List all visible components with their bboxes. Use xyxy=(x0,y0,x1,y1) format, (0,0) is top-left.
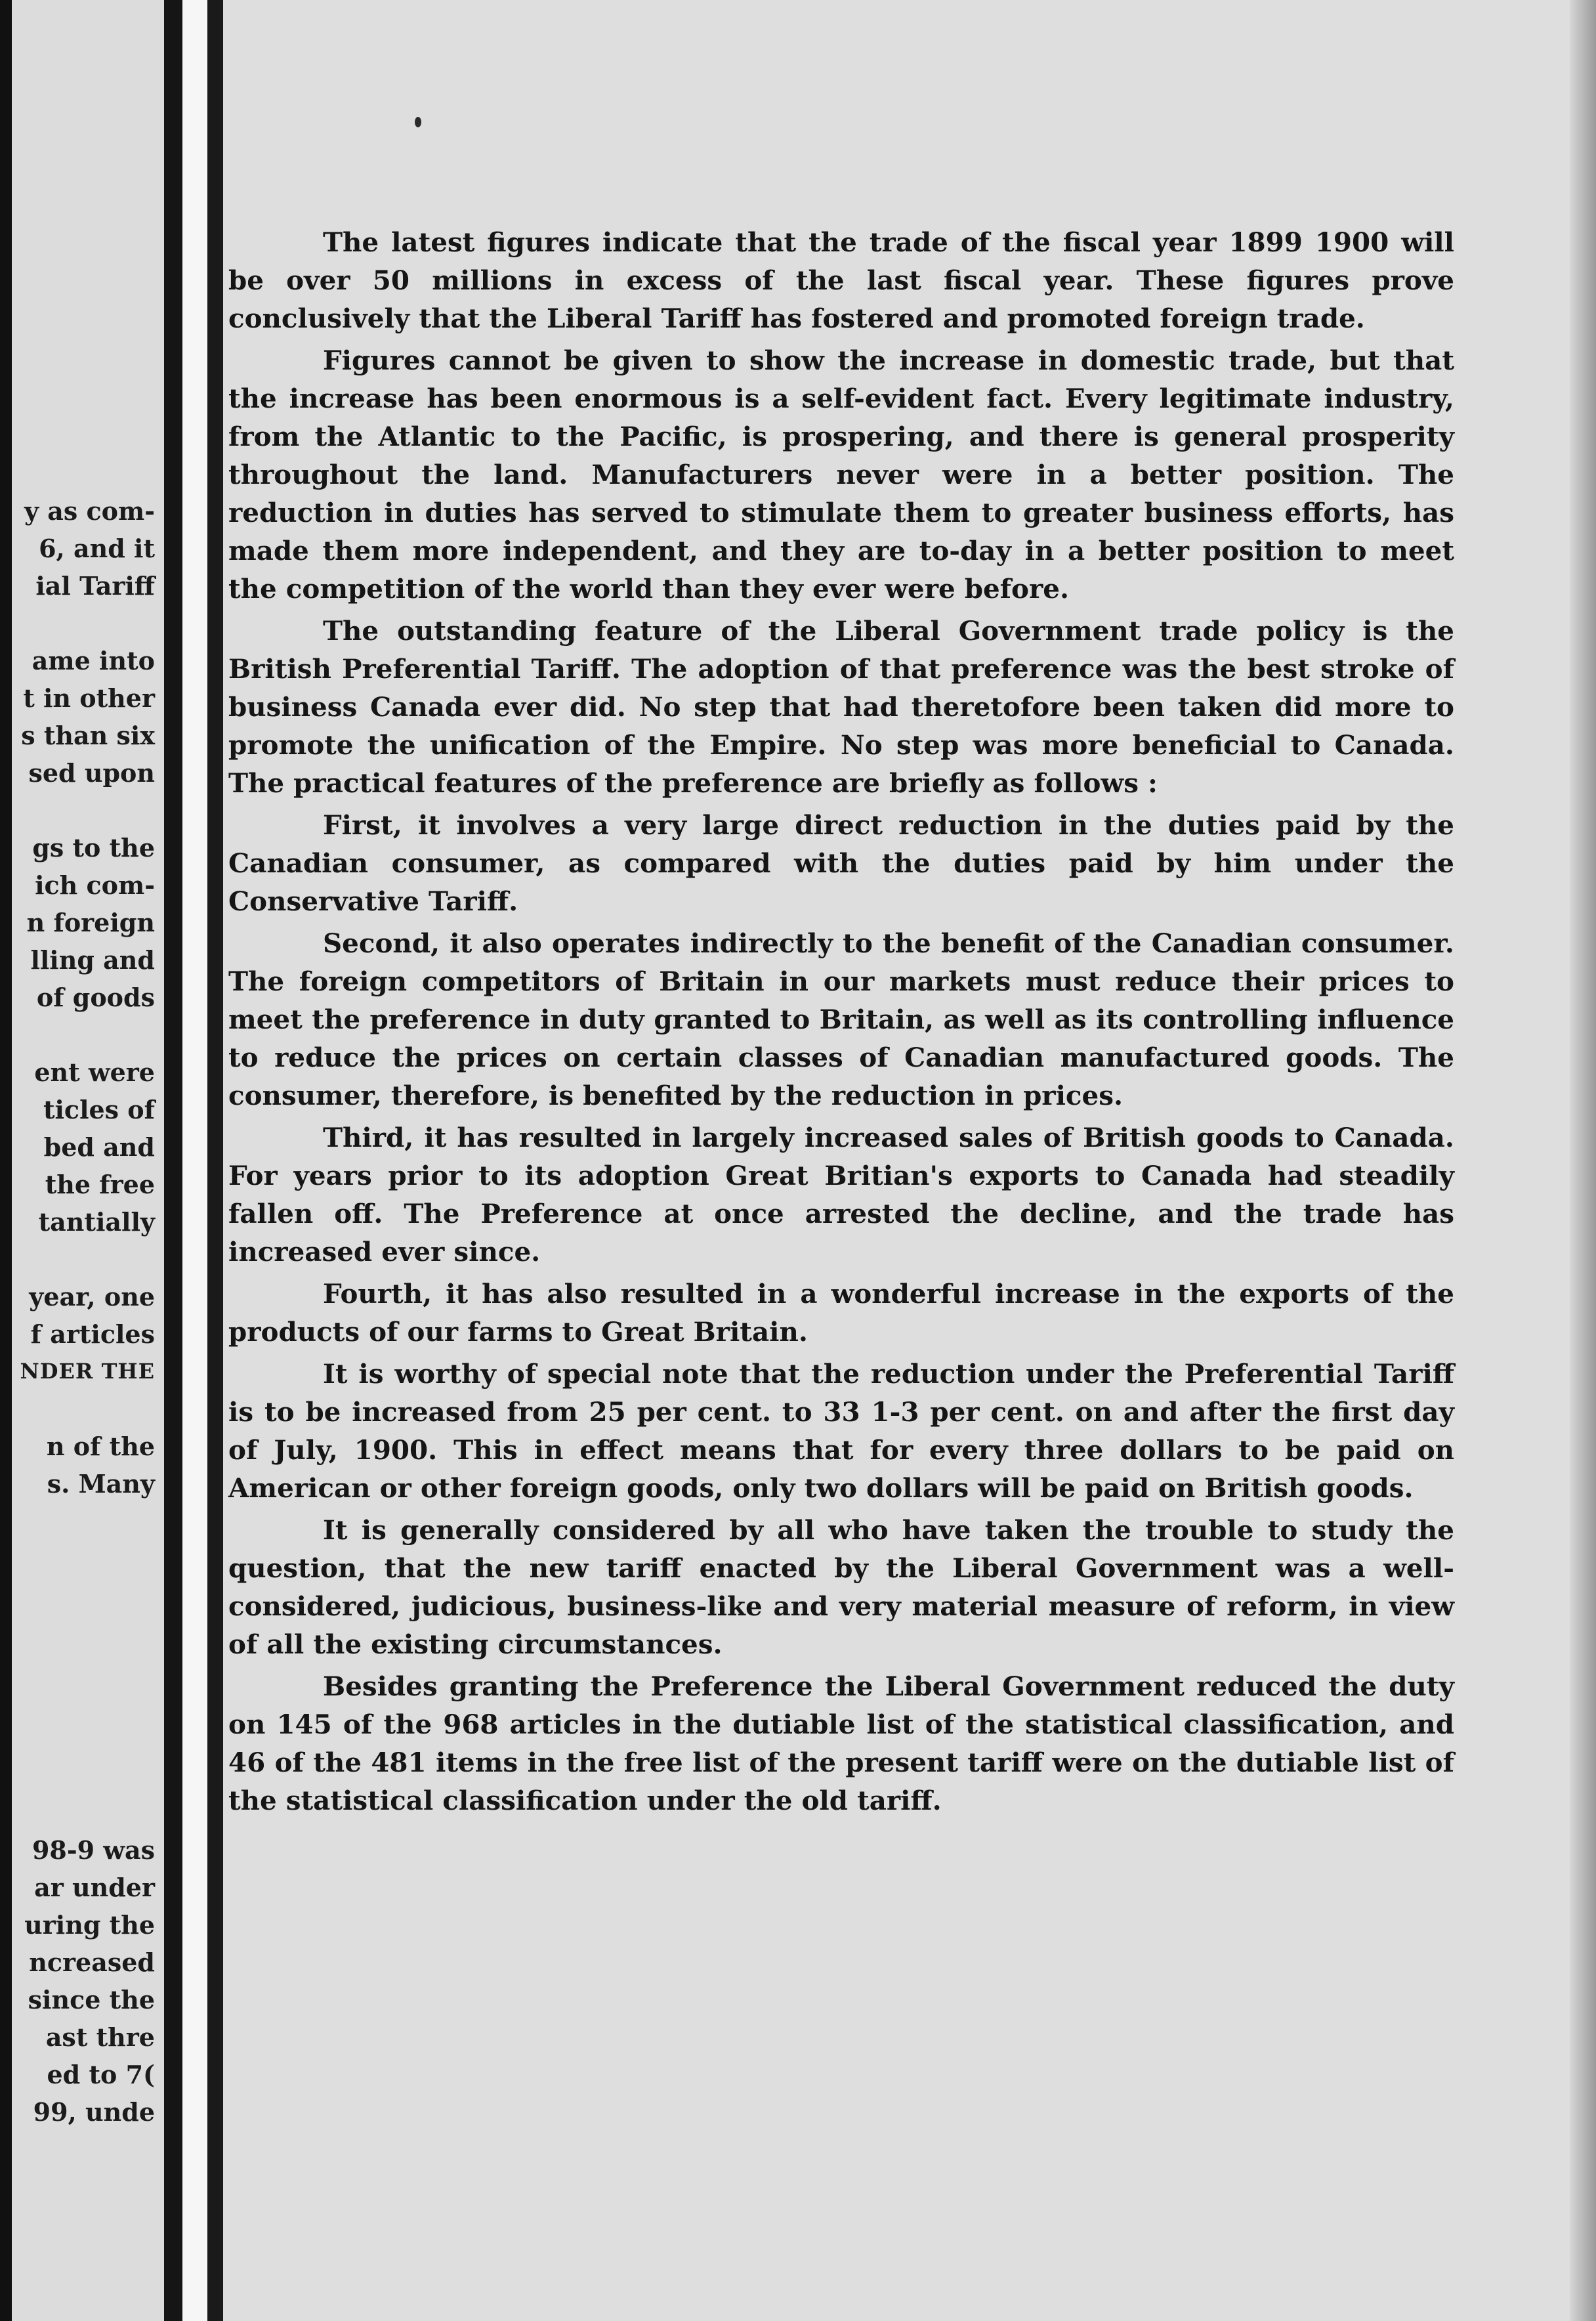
paragraph-british-preference: The outstanding feature of the Liberal Government trade policy is the British Preferential Tariff. The adoption of that preference was the best stroke of business Canada ever did. No step that had theretofore been taken did more to promote the unification of the Empire. No step was more beneficial to Canada. The practical features of the preference are briefly as follows : xyxy=(228,615,1454,799)
left-page-line: since the xyxy=(28,1985,155,2014)
left-page-line: t in other xyxy=(23,683,155,713)
left-page-line: of goods xyxy=(36,983,155,1012)
left-page-line: ast thre xyxy=(45,2022,155,2052)
left-page-line: y as com- xyxy=(24,496,155,526)
left-page-line: ed to 7( xyxy=(47,2060,155,2089)
left-page-line: s than six xyxy=(21,721,155,750)
page-gutter-shadow xyxy=(164,0,182,2321)
left-page-line-gap xyxy=(0,792,155,829)
left-page-line: sed upon xyxy=(28,758,155,788)
paragraph-fourth-feature: Fourth, it has also resulted in a wonderful increase in the exports of the products of our farms to Great Britain. xyxy=(228,1278,1454,1348)
left-page-line: uring the xyxy=(24,1910,155,1940)
article-text xyxy=(228,223,1454,1820)
page-right-shadow xyxy=(1570,0,1596,2321)
left-page-line-gap xyxy=(0,1241,155,1278)
paragraph-first-feature: First, it involves a very large direct reduction in the duties paid by the Canadian consumer, as compared with the duties paid by him under the Conservative Tariff. xyxy=(228,809,1454,917)
left-page-line: tantially xyxy=(38,1207,155,1237)
left-page-line: n of the xyxy=(46,1432,155,1461)
left-page-line: 98-9 was xyxy=(32,1835,155,1865)
paragraph-general-opinion: It is generally considered by all who have taken the trouble to study the question, that the new tariff enacted by the Liberal Government was a well-considered, judicious, business-like and very material measure of reform, in view of all the existing circumstances. xyxy=(228,1514,1454,1660)
left-page-line: n foreign xyxy=(26,908,155,937)
left-page-line: ncreased xyxy=(29,1948,155,1977)
left-page-line: lling and xyxy=(30,945,155,975)
left-page-fragment xyxy=(0,0,164,2321)
ink-speck xyxy=(415,117,421,127)
left-page-line: ent were xyxy=(34,1057,155,1087)
paragraph-domestic-trade: Figures cannot be given to show the increase in domestic trade, but that the increase has been enormous is a self-evident fact. Every legitimate industry, from the Atlantic to the Pacific, is prospering, and there is general prosperity throughout the land. Manufacturers never were in a better position. The reduction in duties has served to stimulate them to greater business efforts, has made them more independent, and they are to-day in a better position to meet the competition of the world than they ever were before. xyxy=(228,345,1454,605)
left-page-line: 99, unde xyxy=(33,2097,155,2127)
left-page-line-gap xyxy=(0,1390,155,1428)
page-gutter-edge xyxy=(207,0,223,2321)
left-page-line: the free xyxy=(45,1170,155,1199)
left-page-line: ich com- xyxy=(35,870,155,900)
left-page-line-gap xyxy=(0,1016,155,1054)
left-page-line: 6, and it xyxy=(39,534,155,563)
paragraph-preferential-increase: It is worthy of special note that the reduction under the Preferential Tariff is to be increased from 25 per cent. to 33 1-3 per cent. on and after the first day of July, 1900. This in effect means that for every three dollars to be paid on American or other foreign goods, only two dollars will be paid on British goods. xyxy=(228,1358,1454,1504)
left-page-line: ar under xyxy=(34,1873,155,1902)
left-page-line: ame into xyxy=(32,646,155,675)
main-page xyxy=(223,0,1596,2321)
left-page-lower-text xyxy=(0,1831,155,2131)
page-gutter-highlight xyxy=(182,0,207,2321)
left-page-line: ticles of xyxy=(43,1095,155,1124)
paragraph-duty-reductions: Besides granting the Preference the Liberal Government reduced the duty on 145 of the 968 articles in the dutiable list of the statistical classification, and 46 of the 481 items in the free list of the present tariff were on the dutiable list of the statistical classification under the old tariff. xyxy=(228,1671,1454,1816)
left-page-line: NDER THE xyxy=(20,1359,155,1384)
paragraph-trade-figures: The latest figures indicate that the trade of the fiscal year 1899 1900 will be over 50 millions in excess of the last fiscal year. These figures prove conclusively that the Liberal Tariff has fostered and promoted foreign trade. xyxy=(228,226,1454,334)
left-page-line-gap xyxy=(0,605,155,642)
left-page-line: s. Many xyxy=(47,1469,155,1499)
left-page-line: ial Tariff xyxy=(35,571,155,601)
left-page-line: bed and xyxy=(43,1132,155,1162)
left-page-line: gs to the xyxy=(32,833,155,862)
paragraph-second-feature: Second, it also operates indirectly to the benefit of the Canadian consumer. The foreign competitors of Britain in our markets must reduce their prices to meet the preference in duty granted to Britain, as well as its controlling influence to reduce the prices on certain classes of Canadian manufactured goods. The consumer, therefore, is benefited by the reduction in prices. xyxy=(228,927,1454,1111)
left-page-line: year, one xyxy=(29,1282,155,1311)
left-page-line: f articles xyxy=(30,1319,155,1349)
paragraph-third-feature: Third, it has resulted in largely increased sales of British goods to Canada. For years prior to its adoption Great Britian's exports to Canada had steadily fallen off. The Preference at once arrested the decline, and the trade has increased ever since. xyxy=(228,1122,1454,1267)
left-page-upper-text xyxy=(0,492,155,1502)
